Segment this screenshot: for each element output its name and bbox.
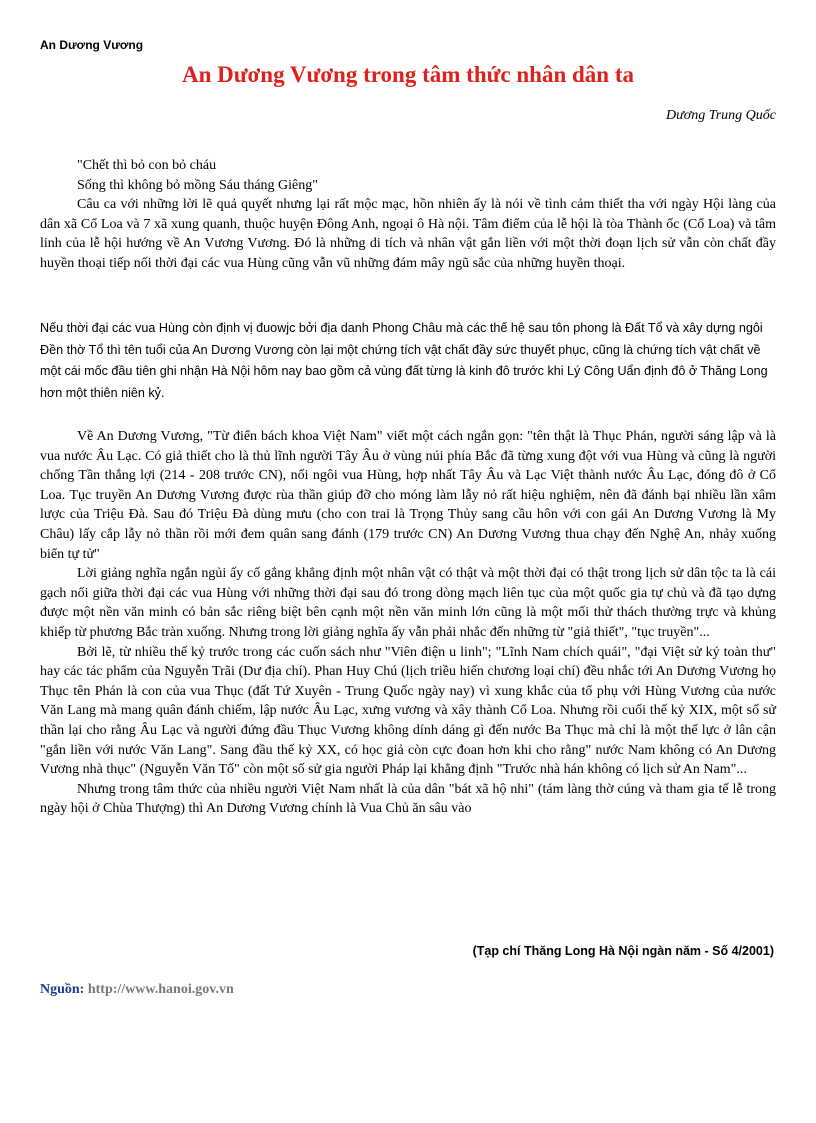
article-title: An Dương Vương trong tâm thức nhân dân ta: [181, 62, 634, 87]
body-section: [40, 427, 776, 819]
source-label: Nguồn:: [40, 982, 85, 997]
source-line: [40, 982, 234, 998]
quote-line: Sống thì không bỏ mồng Sáu tháng Giêng": [77, 177, 318, 193]
intro-section: [40, 156, 776, 274]
sans-paragraph: Nếu thời đại các vua Hùng còn định vị đuowjc bởi địa danh Phong Châu mà các thế hệ sau tôn phong là Đất Tổ và xây dựng ngôi Đền thờ Tổ thì tên tuổi của An Dương Vương còn lại một chứng tích vật chất đầy sức thuyết phục, cũng là chứng tích vật chất về một cái mốc đầu tiên ghi nhận Hà Nội hôm nay bao gồm cả vùng đất từng là kinh đô trước khi Lý Công Uẩn định đô ở Thăng Long hơn một thiên niên kỷ.: [40, 321, 768, 400]
body-paragraph: Về An Dương Vương, "Từ điển bách khoa Việt Nam" viết một cách ngắn gọn: "tên thật là Thục Phán, người sáng lập và là vua nước Âu Lạc. Có giả thiết cho là thủ lĩnh người Tây Âu ở vùng núi phía Bắc đã từng xung đột với vua Hùng và cũng là người chống Tần thắng lợi (214 - 208 trước CN), nối ngôi vua Hùng, hợp nhất Tây Âu và Lạc Việt thành nước Âu Lạc, đóng đô ở Cổ Loa. Tục truyền An Dương Vương được rùa thần giúp đỡ cho móng làm lẫy nỏ rất hiệu nghiệm, nên đã đánh bại nhiều lần xâm lược của Triệu Đà. Sau đó Triệu Đà dùng mưu (cho con trai là Trọng Thủy sang cầu hôn với con gái An Dương Vương là My Châu) lấy cắp lẫy nỏ thần rồi mới đem quân sang đánh (179 trước CN) An Dương Vương thua chạy đến Nghệ An, nhảy xuống biển tự tử": [40, 429, 776, 562]
body-paragraph: Lời giảng nghĩa ngắn ngủi ấy cố gắng khẳng định một nhân vật có thật và một thời đại có thật trong lịch sử dân tộc ta là cái gạch nối giữa thời đại các vua Hùng với những thời đại sau đó trong dòng mạch liên tục của một quốc gia tự chủ và đã tạo dựng được một nền văn minh có bản sắc riêng biệt bên cạnh một nền văn minh lớn cũng là một mối thử thách thường trực và khủng khiếp từ phương Bắc tràn xuống. Nhưng trong lời giảng nghĩa ấy vẫn phải nhắc đến những từ "giả thiết", "tục truyền"...: [40, 566, 776, 640]
body-paragraph: Bởi lẽ, từ nhiều thế kỷ trước trong các cuốn sách như "Viên điện u linh"; "Lĩnh Nam chích quái", "đại Việt sử ký toàn thư" hay các tác phẩm của Nguyễn Trãi (Dư địa chí). Phan Huy Chú (lịch triều hiến chương loại chí) đều nhắc tới An Dương Vương họ Thục tên Phán là con của vua Thục (đất Tứ Xuyên - Trung Quốc ngày nay) vì xung khắc của tổ phụ với Hùng Vương của nước Văn Lang mà mang quân đánh chiếm, lập nước Âu Lạc, xưng vương và xây thành Cổ Loa. Nhưng rồi cuối thế kỷ XIX, một số sử thần lại cho rằng Âu Lạc và người đứng đầu Thục Vương không dính dáng gì đến nước Ba Thục mà chỉ là một thế lực ở lân cận "gắn liền với nước Văn Lang". Sang đầu thế kỷ XX, có học giả còn cực đoan hơn khi cho rằng" nước Nam không có An Dương Vương nhà thục" (Nguyễn Văn Tố" còn một số sử gia người Pháp lại khẳng định "Trước nhà hán không có lịch sử An Nam"...: [40, 644, 776, 778]
article-author: Dương Trung Quốc: [665, 108, 776, 123]
header-title: An Dương Vương: [40, 38, 144, 52]
source-link[interactable]: http://www.hanoi.gov.vn: [87, 982, 234, 997]
sans-section: [40, 318, 776, 404]
citation: (Tạp chí Thăng Long Hà Nội ngàn năm - Số 4/2001): [472, 944, 774, 958]
intro-paragraph: Câu ca với những lời lẽ quả quyết nhưng lại rất mộc mạc, hồn nhiên ấy là nói về tình cảm thiết tha với ngày Hội làng của dân xã Cổ Loa và 7 xã xung quanh, thuộc huyện Đông Anh, ngoại ô Hà nội. Tâm điểm của lễ hội là tòa Thành ốc (Cổ Loa) và tâm linh của lễ hội hướng về An Vương Vương. Đó là những di tích và nhân vật gắn liền với một thời đoạn lịch sử vẫn còn chất đầy huyền thoại tiếp nối thời đại các vua Hùng cũng vẫn vũ những đám mây ngũ sắc của những huyền thoại.: [40, 197, 776, 271]
body-paragraph: Nhưng trong tâm thức của nhiều người Việt Nam nhất là của dân "bát xã hộ nhi" (tám làng thờ cúng và tham gia tế lễ trong ngày hội ở Chùa Thượng) thì An Dương Vương chính là Vua Chủ ăn sâu vào: [40, 781, 776, 817]
quote-line: "Chết thì bỏ con bỏ cháu: [77, 158, 217, 173]
